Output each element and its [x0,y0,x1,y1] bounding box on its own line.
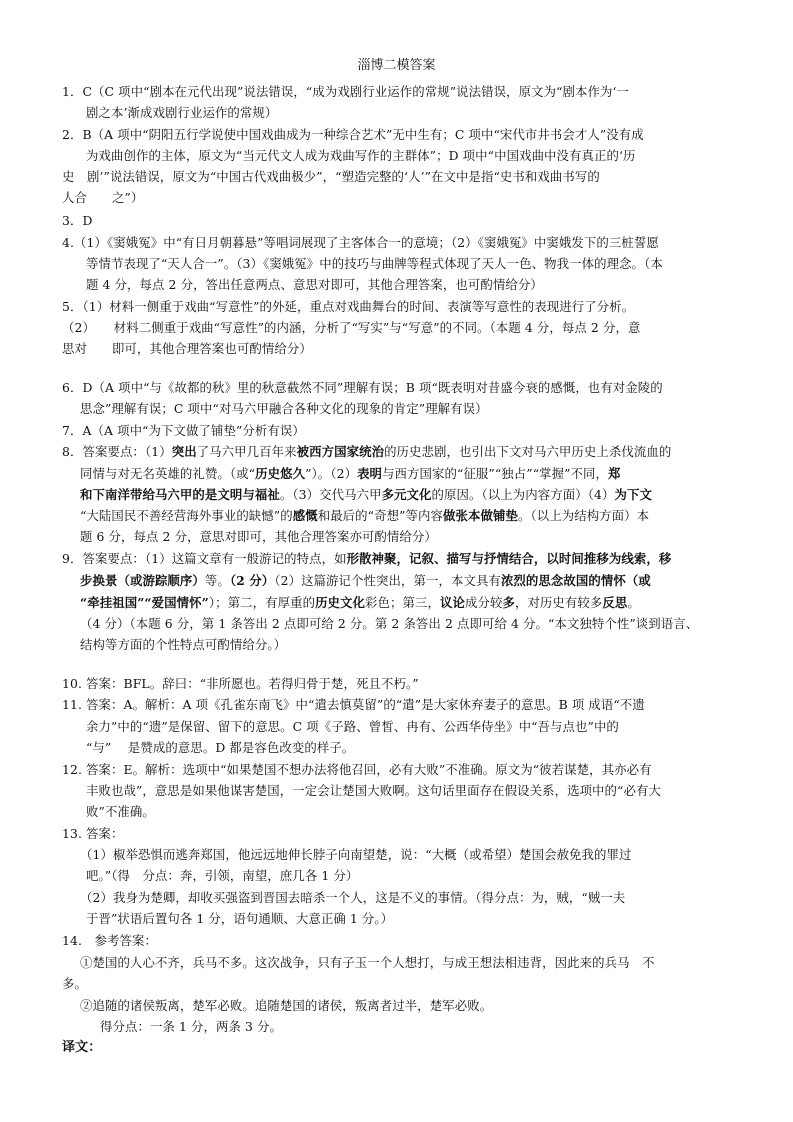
q9-line-4: （4 分）（本题 6 分，第 1 条答出 2 点即可给 2 分。第 2 条答出 2 点即可给 4 分。“本文独特个性”谈到语言、 [80,616,699,631]
q4-line-3: 题 4 分，每点 2 分，答出任意两点、意思对即可，其他合理答案，也可酌情给分） [86,277,543,292]
q8-line-4: “大陆国民不善经营海外事业的缺憾”的感慨和最后的“奇想”等内容做张本做铺垫。（以上为结构方面）本 [80,508,650,523]
q14-line-2: ①楚国的人心不齐，兵马不多。这次战争，只有子玉一个人想打，与成王想法相违背，因此来的兵马 不 [80,955,655,970]
translation-heading: 译文： [62,1040,102,1055]
q13-line-2: （1）椒举恐惧而逃奔郑国，他远远地伸长脖子向南望楚，说：“大概（或希望）楚国会赦免我的罪过 [80,847,632,862]
document-title: 淄博二模答案 [357,58,436,73]
q5-line-2: （2） 材料二侧重于戏曲“写意性”的内涵，分析了“写实”与“写意”的不同。（本题 4 分，每点 2 分，意 [62,320,641,335]
q11-line-2: 余力”中的“遗”是保留、留下的意思。C 项《子路、曾皙、冉有、公西华侍坐》中“吾与点也”中的 [86,719,619,734]
q12-line-3: 败”不准确。 [86,804,155,819]
q9-line-1: 9．答案要点：（1）这篇文章有一般游记的特点，如形散神聚，记叙、描写与抒情结合，以时间推移为线索，移 [62,551,672,566]
q11-line-3: “与” 是赞成的意思。D 都是容色改变的样子。 [86,740,355,755]
q9-line-5: 结构等方面的个性特点可酌情给分。） [80,637,287,652]
q13-line-4: （2）我身为楚卿，却收买强盗到晋国去暗杀一个人，这是不义的事情。（得分点：为，贼，“贼一夫 [80,890,626,905]
q9-line-3: “牵挂祖国”“爱国情怀”）；第二，有厚重的历史文化彩色；第三，议论成分较多，对历史有较多反思。 [80,595,640,610]
q8-line-2: 同情与对无名英雄的礼赞。（或“历史悠久”）。（2）表明与西方国家的“征服”“独占”“掌握”不同，郑 [80,466,621,481]
q6-line-1: 6．D（A 项中“与《故都的秋》里的秋意截然不同”理解有误；B 项“既表明对昔盛今衰的感慨，也有对金陵的 [62,380,663,395]
q8-line-5: 题 6 分，每点 2 分，意思对即可，其他合理答案亦可酌情给分） [80,529,437,544]
q1-line-1: 1．C（C 项中“剧本在元代出现”说法错误，“成为戏剧行业运作的常规”说法错误，原文为“剧本作为‘一 [62,84,630,99]
q12-line-1: 12. 答案：E。解析：选项中“如果楚国不想办法将他召回，必有大败”不准确。原文为“彼若谋楚，其亦必有 [62,762,652,777]
q14-line-4: ②追随的诸侯叛离，楚军必败。追随楚国的诸侯，叛离者过半，楚军必败。 [80,998,493,1013]
q2-line-3: 史 剧’”说法错误，原文为“中国古代戏曲极少”，“塑造完整的‘人’”在文中是指“史书和戏曲书写的 [62,169,600,184]
q10-line-1: 10. 答案：BFL。辞曰：“非所愿也。若得归骨于楚，死且不朽。” [62,676,419,691]
q5-line-3: 思对 即可，其他合理答案也可酌情给分） [62,341,312,356]
q12-line-2: 丰败也哉”，意思是如果他谋害楚国，一定会让楚国大败啊。这句话里面存在假设关系，选项中的“必有大 [86,783,661,798]
q2-line-1: 2．B（A 项中“阴阳五行学说使中国戏曲成为一种综合艺术”无中生有；C 项中“宋代市井书会才人”没有成 [62,127,644,142]
q8-line-1: 8．答案要点：（1）突出了马六甲几百年来被西方国家统治的历史悲剧，也引出下文对马六甲历史上杀伐流血的 [62,444,672,459]
q5-line-1: 5．（1）材料一侧重于戏曲“写意性”的外延，重点对戏曲舞台的时间、表演等写意性的表现进行了分析。 [62,299,635,314]
q14-line-1: 14. 参考答案： [62,933,157,948]
q4-line-2: 等情节表现了“天人合一”。（3）《窦娥冤》中的技巧与曲牌等程式体现了天人一色、物我一体的理念。（本 [86,256,663,271]
q4-line-1: 4.（1）《窦娥冤》中“有日月朝暮悬”等唱词展现了主客体合一的意境；（2）《窦娥冤》中窦娥发下的三桩誓愿 [62,235,659,250]
q14-line-5: 得分点：一条 1 分，两条 3 分。 [100,1019,283,1034]
q7-line-1: 7．A（A 项中“为下文做了铺垫”分析有误） [62,423,305,438]
q3-line-1: 3．D [62,213,93,228]
q2-line-2: 为戏曲创作的主体，原文为“当元代文人成为戏曲写作的主群体”；D 项中“中国戏曲中没有真正的‘历 [86,148,636,163]
q13-line-5: 于晋”状语后置句各 1 分，语句通顺、大意正确 1 分。） [86,911,394,926]
q13-line-1: 13. 答案： [62,826,124,841]
q14-line-3: 多。 [62,976,87,991]
q2-line-4: 人合 之”） [62,190,144,205]
q13-line-3: 吧。”（得 分点：奔，引领，南望，庶几各 1 分） [86,868,359,883]
q8-line-3: 和下南洋带给马六甲的是文明与福祉。（3）交代马六甲多元文化的原因。（以上为内容方面）（4）为下文 [80,487,652,502]
q6-line-2: 思念”理解有误；C 项中“对马六甲融合各种文化的现象的肯定”理解有误） [80,401,488,416]
q11-line-1: 11. 答案：A。解析：A 项《孔雀东南飞》中“遣去慎莫留”的“遣”是大家休弃妻子的意思。B 项 成语“不遗 [62,697,645,712]
q1-line-2: 剧之本’渐成戏剧行业运作的常规） [86,105,278,120]
q9-line-2: 步换景（或游踪顺序）等。（2 分）（2）这篇游记个性突出，第一，本文具有浓烈的思念故国的情怀（或 [80,573,651,588]
